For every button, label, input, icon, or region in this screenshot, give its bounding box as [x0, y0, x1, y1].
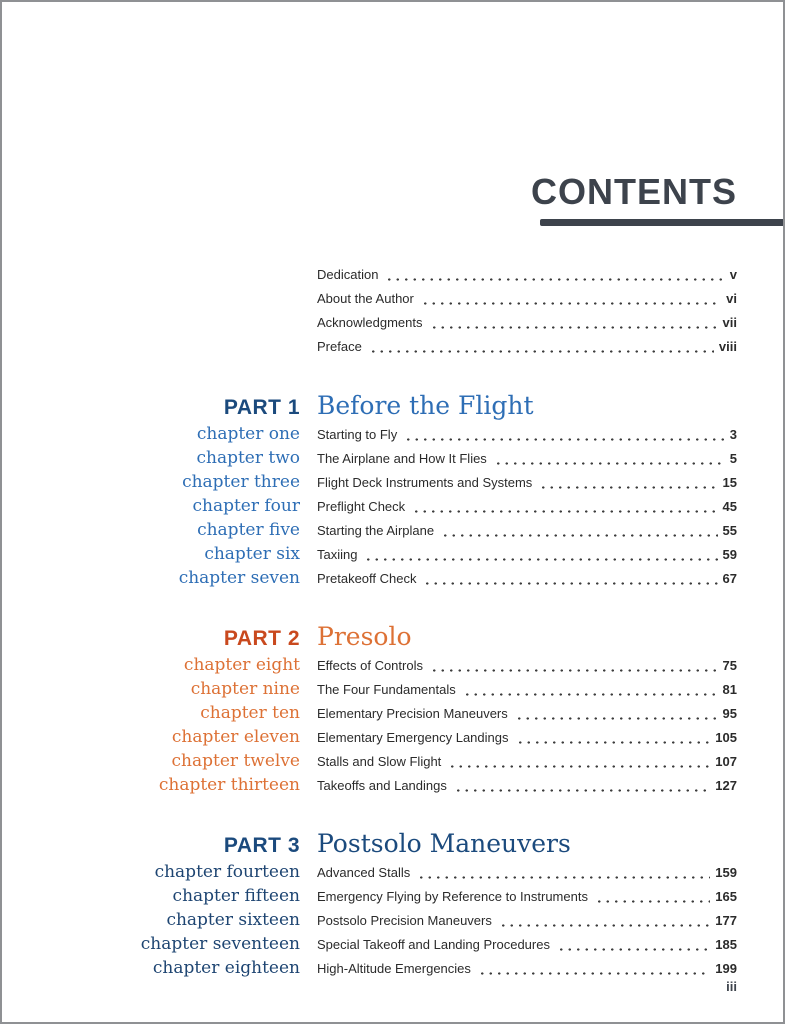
entry-title: Starting the Airplane	[317, 523, 435, 538]
chapter-label: chapter three	[182, 472, 300, 492]
toc-entry	[300, 933, 783, 957]
toc-entry	[300, 495, 783, 519]
chapter-label: chapter six	[204, 544, 300, 564]
entry-page-number: 159	[715, 865, 737, 880]
entry-title: Postsolo Precision Maneuvers	[317, 913, 492, 928]
toc-entry-row	[2, 470, 783, 494]
entry-page-number: 75	[722, 658, 737, 673]
toc-entry-row	[2, 701, 783, 725]
entry-title: High-Altitude Emergencies	[317, 961, 471, 976]
dot-leader	[499, 909, 710, 933]
entry-page-number: 127	[715, 778, 737, 793]
dot-leader	[430, 654, 718, 678]
toc-entry	[300, 861, 783, 885]
chapter-label: chapter thirteen	[158, 775, 300, 795]
entry-page-number: 81	[722, 682, 737, 697]
dot-leader	[478, 957, 710, 981]
entry-page-number: 105	[715, 730, 737, 745]
toc-entry-row	[2, 884, 783, 908]
entry-title: Takeoffs and Landings	[317, 778, 447, 793]
entry-page-number: 107	[715, 754, 737, 769]
part-section	[2, 621, 783, 797]
toc-entry-row	[2, 932, 783, 956]
part-section	[2, 828, 783, 980]
dot-leader	[417, 861, 710, 885]
part-title: Before the Flight	[317, 391, 534, 420]
chapter-label: chapter ten	[200, 703, 300, 723]
toc-entry	[300, 335, 783, 359]
toc-entry	[300, 263, 783, 287]
chapter-label: chapter fifteen	[172, 886, 300, 906]
entry-page-number: 95	[722, 706, 737, 721]
entry-page-number: vi	[726, 291, 737, 306]
dot-leader	[421, 287, 721, 311]
dot-leader	[412, 495, 717, 519]
chapter-label: chapter four	[192, 496, 300, 516]
toc-entry-row	[2, 287, 783, 311]
chapter-label: chapter five	[197, 520, 300, 540]
dot-leader	[515, 702, 718, 726]
toc-entry-row	[2, 956, 783, 980]
entry-page-number: viii	[718, 339, 737, 354]
toc-entry-row	[2, 860, 783, 884]
toc-entry	[300, 543, 783, 567]
toc-entry	[300, 702, 783, 726]
front-matter-list	[2, 263, 783, 359]
toc-entry-row	[2, 542, 783, 566]
toc-entry	[300, 678, 783, 702]
entry-title: Elementary Precision Maneuvers	[317, 706, 508, 721]
entry-title: Acknowledgments	[317, 315, 423, 330]
entry-title: Starting to Fly	[317, 427, 398, 442]
entry-title: Stalls and Slow Flight	[317, 754, 442, 769]
dot-leader	[557, 933, 710, 957]
toc-entry	[300, 885, 783, 909]
dot-leader	[494, 447, 725, 471]
toc-entry-row	[2, 908, 783, 932]
part-heading	[2, 828, 783, 860]
toc-entry	[300, 287, 783, 311]
entry-title: Special Takeoff and Landing Procedures	[317, 937, 550, 952]
entry-page-number: v	[729, 267, 737, 282]
toc-entry	[300, 311, 783, 335]
chapter-label: chapter two	[196, 448, 300, 468]
part-title: Presolo	[317, 622, 412, 651]
chapter-label: chapter nine	[190, 679, 300, 699]
toc-entry	[300, 750, 783, 774]
entry-title: Elementary Emergency Landings	[317, 730, 509, 745]
dot-leader	[595, 885, 710, 909]
entry-page-number: 15	[722, 475, 737, 490]
entry-title: Emergency Flying by Reference to Instruments	[317, 889, 588, 904]
toc-entry-row	[2, 677, 783, 701]
toc-entry	[300, 471, 783, 495]
entry-page-number: 55	[722, 523, 737, 538]
dot-leader	[385, 263, 724, 287]
dot-leader	[454, 774, 710, 798]
entry-title: Flight Deck Instruments and Systems	[317, 475, 533, 490]
toc-entry	[300, 726, 783, 750]
entry-page-number: 5	[729, 451, 737, 466]
toc-entry-row	[2, 518, 783, 542]
toc-entry	[300, 423, 783, 447]
dot-leader	[369, 335, 714, 359]
part-number-label: PART 1	[223, 396, 300, 419]
entry-page-number: 199	[715, 961, 737, 976]
folio-page-number: iii	[726, 979, 737, 994]
parts-container	[2, 390, 783, 980]
toc-entry-row	[2, 773, 783, 797]
dot-leader	[404, 423, 725, 447]
toc-entry	[300, 447, 783, 471]
part-heading	[2, 390, 783, 422]
entry-page-number: 59	[722, 547, 737, 562]
chapter-label: chapter one	[196, 424, 300, 444]
toc-entry-row	[2, 494, 783, 518]
toc-entry	[300, 567, 783, 591]
entry-title: Advanced Stalls	[317, 865, 411, 880]
part-section	[2, 390, 783, 590]
entry-page-number: 165	[715, 889, 737, 904]
dot-leader	[539, 471, 717, 495]
toc-entry-row	[2, 335, 783, 359]
toc-entry-row	[2, 311, 783, 335]
toc-entry	[300, 519, 783, 543]
entry-title: About the Author	[317, 291, 414, 306]
chapter-label: chapter seventeen	[140, 934, 300, 954]
entry-page-number: 67	[722, 571, 737, 586]
toc-entry	[300, 774, 783, 798]
chapter-label: chapter sixteen	[166, 910, 300, 930]
chapter-label: chapter eighteen	[152, 958, 300, 978]
dot-leader	[430, 311, 718, 335]
toc-entry	[300, 909, 783, 933]
chapter-label: chapter seven	[178, 568, 300, 588]
dot-leader	[448, 750, 710, 774]
entry-page-number: 185	[715, 937, 737, 952]
entry-title: The Airplane and How It Flies	[317, 451, 487, 466]
toc-entry-row	[2, 263, 783, 287]
entry-title: Taxiing	[317, 547, 358, 562]
toc-entry	[300, 957, 783, 981]
toc-entry-row	[2, 422, 783, 446]
toc-entry-row	[2, 749, 783, 773]
toc-entry-row	[2, 653, 783, 677]
dot-leader	[463, 678, 718, 702]
entry-page-number: 177	[715, 913, 737, 928]
chapter-label: chapter twelve	[171, 751, 300, 771]
dot-leader	[441, 519, 717, 543]
part-number-label: PART 3	[223, 834, 300, 857]
toc-entry	[300, 654, 783, 678]
page-title: CONTENTS	[531, 171, 737, 212]
dot-leader	[423, 567, 717, 591]
entry-title: Pretakeoff Check	[317, 571, 417, 586]
contents-header	[2, 172, 783, 226]
entry-title: The Four Fundamentals	[317, 682, 456, 697]
part-number-label: PART 2	[223, 627, 300, 650]
toc-entry-row	[2, 566, 783, 590]
entry-page-number: vii	[722, 315, 737, 330]
entry-page-number: 45	[722, 499, 737, 514]
entry-title: Dedication	[317, 267, 379, 282]
chapter-label: chapter eight	[183, 655, 300, 675]
part-title: Postsolo Maneuvers	[317, 829, 571, 858]
entry-page-number: 3	[729, 427, 737, 442]
chapter-label: chapter fourteen	[154, 862, 300, 882]
entry-title: Preflight Check	[317, 499, 406, 514]
entry-title: Preface	[317, 339, 362, 354]
chapter-label: chapter eleven	[171, 727, 300, 747]
title-underline-bar	[540, 219, 783, 226]
entry-title: Effects of Controls	[317, 658, 423, 673]
dot-leader	[516, 726, 711, 750]
part-heading	[2, 621, 783, 653]
toc-entry-row	[2, 725, 783, 749]
toc-entry-row	[2, 446, 783, 470]
dot-leader	[364, 543, 717, 567]
